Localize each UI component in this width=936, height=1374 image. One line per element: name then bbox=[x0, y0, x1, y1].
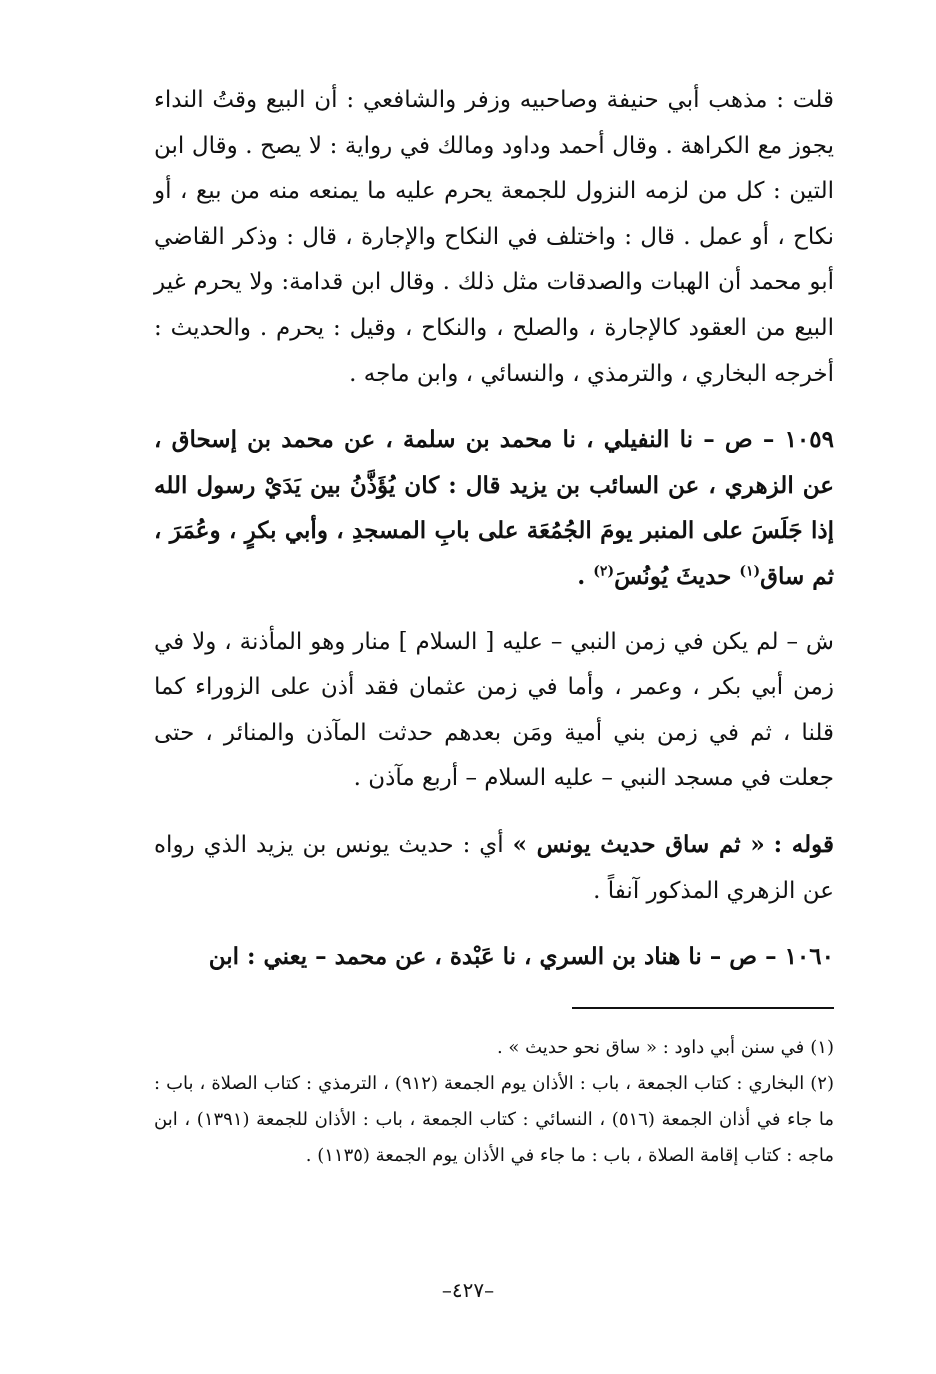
qawluhu-text: أي : حديث يونس بن يزيد الذي رواه عن الزهري المذكور آنفاً . bbox=[154, 831, 834, 904]
footnotes bbox=[154, 1030, 834, 1174]
footnote-2 bbox=[154, 1066, 834, 1174]
footnote-ref-1: (١) bbox=[739, 563, 761, 580]
hadith-1059-text: ١٠٥٩ – ص – نا النفيلي ، نا محمد بن سلمة ، عن محمد بن إسحاق ، عن الزهري ، عن السائب بن يزيد قال : كان يُؤَذَّنُ بين يَدَيْ رسول الله إذا جَلَسَ على المنبر يومَ الجُمُعَة على بابِ المسجدِ ، وأبي بكرٍ ، وعُمَرَ ، ثم ساق bbox=[154, 426, 834, 590]
footnote-1-text: في سنن أبي داود : « ساق نحو حديث » . bbox=[496, 1037, 805, 1058]
paragraph-commentary: قلت : مذهب أبي حنيفة وصاحبيه وزفر والشافعي : أن البيع وقتُ النداء يجوز مع الكراهة . وقال أحمد وداود ومالك في رواية : لا يصح . وقال ابن التين : كل من لزمه النزول للجمعة يحرم عليه ما يمنعه منه من بيع ، أو نكاح ، أو عمل . قال : واختلف في النكاح والإجارة ، قال : وذكر القاضي أبو محمد أن الهبات والصدقات مثل ذلك . وقال ابن قدامة: ولا يحرم غير البيع من العقود كالإجارة ، والصلح ، والنكاح ، وقيل : يحرم . والحديث : أخرجه البخاري ، والترمذي ، والنسائي ، وابن ماجه . bbox=[154, 87, 834, 387]
qawluhu-paragraph bbox=[154, 822, 834, 914]
qawluhu-label: قوله : bbox=[773, 830, 835, 858]
footnote-divider bbox=[572, 1007, 834, 1009]
footnote-1 bbox=[154, 1030, 834, 1066]
footnote-2-label: (٢) bbox=[810, 1073, 834, 1094]
hadith-1059-text-after: حديثَ يُونُسَ bbox=[614, 562, 740, 590]
hadith-1060: ١٠٦٠ – ص – نا هناد بن السري ، نا عَبْدة ، عن محمد – يعني : ابن bbox=[208, 943, 834, 971]
hadith-1059 bbox=[154, 417, 834, 599]
footnote-2-text: البخاري : كتاب الجمعة ، باب : الأذان يوم الجمعة (٩١٢) ، الترمذي : كتاب الصلاة ، باب : ما جاء في أذان الجمعة (٥١٦) ، النسائي : كتاب الجمعة ، باب : الأذان للجمعة (١٣٩١) ، ابن ماجه : كتاب إقامة الصلاة ، باب : ما جاء في الأذان يوم الجمعة (١١٣٥) . bbox=[154, 1073, 834, 1166]
hadith-1059-end: . bbox=[577, 562, 594, 590]
main-text bbox=[154, 78, 834, 980]
footnote-ref-2: (٢) bbox=[593, 563, 615, 580]
page-number: –٤٢٧– bbox=[441, 1278, 495, 1302]
footnote-1-label: (١) bbox=[810, 1037, 834, 1058]
sharh-paragraph: ش – لم يكن في زمن النبي – عليه [ السلام ] منار وهو المأذنة ، ولا في زمن أبي بكر ، وعمر ، وأما في زمن عثمان فقد أذن على الزوراء كما قلنا ، ثم في زمن بني أمية ومَن بعدهم حدثت المآذن والمنائر ، حتى جعلت في مسجد النبي – عليه السلام – أربع مآذن . bbox=[154, 628, 834, 792]
qawluhu-quote: « ثم ساق حديث يونس » bbox=[512, 830, 765, 858]
